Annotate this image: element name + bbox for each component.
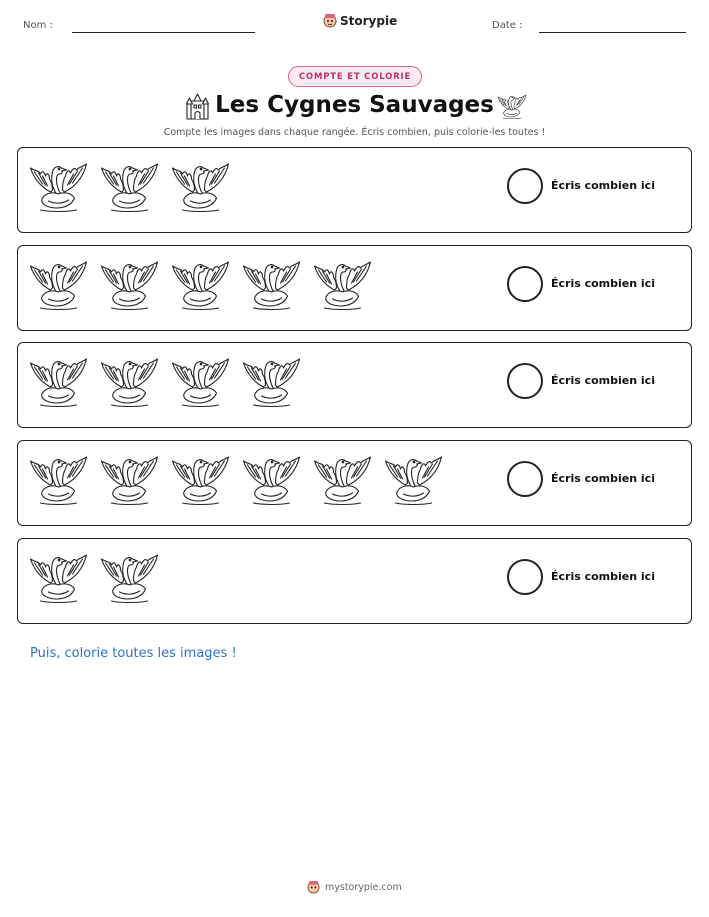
answer-circle[interactable] — [507, 363, 543, 399]
swan-icon[interactable] — [241, 451, 302, 507]
swan-icon[interactable] — [99, 256, 160, 312]
counting-row — [17, 538, 692, 624]
answer-circle[interactable] — [507, 266, 543, 302]
swan-group — [28, 353, 302, 409]
answer-circle[interactable] — [507, 168, 543, 204]
footer-brand — [307, 880, 402, 894]
swan-icon[interactable] — [170, 353, 231, 409]
swan-icon[interactable] — [99, 158, 160, 214]
answer-circle[interactable] — [507, 461, 543, 497]
brand — [323, 13, 397, 28]
date-line[interactable] — [539, 32, 686, 33]
swan-icon[interactable] — [28, 549, 89, 605]
swan-icon — [497, 92, 527, 120]
swan-icon[interactable] — [312, 451, 373, 507]
answer-label: Écris combien ici — [551, 570, 655, 583]
swan-icon[interactable] — [28, 451, 89, 507]
activity-badge: COMPTE ET COLORIE — [288, 66, 422, 87]
color-instruction: Puis, colorie toutes les images ! — [30, 646, 237, 661]
swan-group — [28, 158, 231, 214]
footer-url[interactable]: mystorypie.com — [325, 881, 402, 893]
swan-icon[interactable] — [99, 353, 160, 409]
date-label: Date : — [492, 20, 523, 31]
answer-label: Écris combien ici — [551, 179, 655, 192]
swan-icon[interactable] — [383, 451, 444, 507]
swan-icon[interactable] — [99, 451, 160, 507]
brand-name: Storypie — [340, 13, 398, 28]
counting-row — [17, 245, 692, 331]
swan-group — [28, 549, 160, 605]
swan-icon[interactable] — [241, 256, 302, 312]
counting-row — [17, 440, 692, 526]
swan-icon[interactable] — [99, 549, 160, 605]
swan-icon[interactable] — [170, 451, 231, 507]
name-line[interactable] — [72, 32, 255, 33]
swan-icon[interactable] — [28, 353, 89, 409]
swan-group — [28, 451, 444, 507]
swan-icon[interactable] — [241, 353, 302, 409]
answer-label: Écris combien ici — [551, 472, 655, 485]
swan-icon[interactable] — [28, 158, 89, 214]
swan-icon[interactable] — [170, 256, 231, 312]
instructions: Compte les images dans chaque rangée. Écris combien, puis colorie-les toutes ! — [163, 127, 546, 138]
counting-row — [17, 342, 692, 428]
name-label: Nom : — [23, 20, 53, 31]
page-title: Les Cygnes Sauvages — [215, 92, 494, 118]
answer-label: Écris combien ici — [551, 277, 655, 290]
swan-icon[interactable] — [170, 158, 231, 214]
counting-row — [17, 147, 692, 233]
swan-icon[interactable] — [28, 256, 89, 312]
swan-icon[interactable] — [312, 256, 373, 312]
answer-label: Écris combien ici — [551, 374, 655, 387]
swan-group — [28, 256, 373, 312]
answer-circle[interactable] — [507, 559, 543, 595]
storypie-logo-icon — [307, 880, 320, 894]
storypie-logo-icon — [323, 13, 337, 28]
